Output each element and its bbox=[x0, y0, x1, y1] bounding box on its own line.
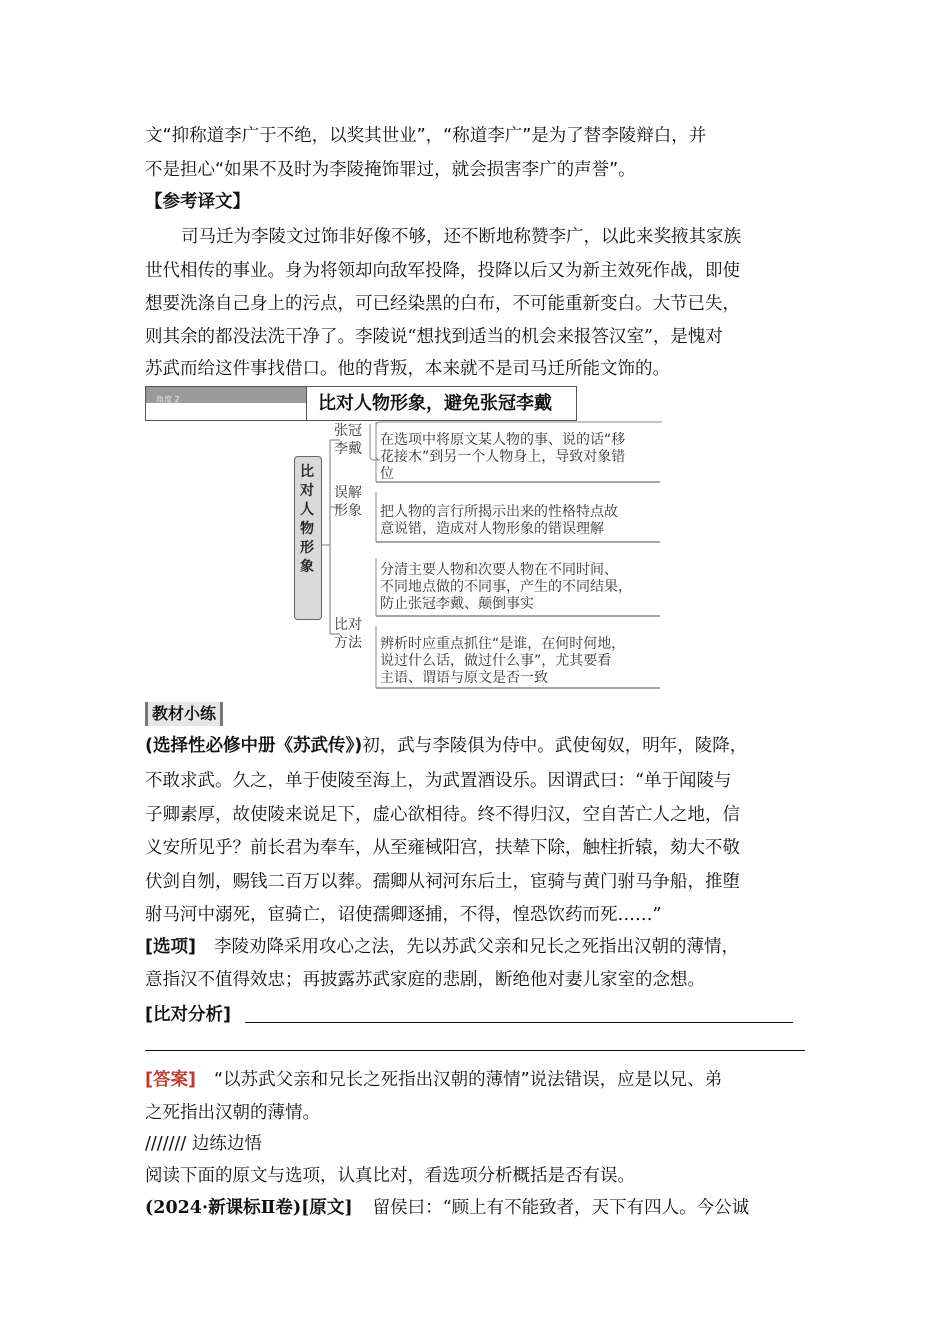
section-header bbox=[145, 386, 577, 421]
analysis-blank-line-2[interactable] bbox=[145, 1050, 805, 1051]
analysis-line bbox=[145, 1003, 793, 1027]
exercise-text: 初，武与李陵俱为侍中。武使匈奴，明年，陵降， bbox=[362, 736, 748, 756]
branch-text: 说过什么话，做过什么事”，尤其要看 bbox=[380, 653, 612, 669]
concept-diagram bbox=[290, 420, 662, 690]
section-tag: 角度 2 bbox=[146, 387, 306, 403]
branch-text: 主语、谓语与原文是否一致 bbox=[380, 670, 548, 686]
exercise-text: 义安所见乎？前长君为奉车，从至雍棫阳宫，扶辇下除，触柱折辕，劾大不敬 bbox=[145, 838, 740, 858]
translation-heading: 【参考译文】 bbox=[145, 192, 250, 212]
exercise-source: (选择性必修中册《苏武传》) bbox=[145, 736, 363, 756]
translation-line: 司马迁为李陵文过饰非好像不够，还不断地称赞李广，以此来奖掖其家族 bbox=[181, 227, 741, 247]
option-line bbox=[145, 935, 739, 959]
translation-line: 则其余的都没法洗干净了。李陵说“想找到适当的机会来报答汉室”，是愧对 bbox=[145, 327, 723, 347]
branch-text: 在选项中将原文某人物的事、说的话“移 bbox=[380, 432, 626, 448]
exercise-text: 伏剑自刎，赐钱二百万以葬。孺卿从祠河东后土，宦骑与黄门驸马争船，推堕 bbox=[145, 872, 740, 892]
option-label: [选项] bbox=[145, 937, 196, 957]
branch-text: 花接木”到另一个人物身上，导致对象错 bbox=[380, 449, 626, 465]
branch-label: 比对方法 bbox=[334, 617, 362, 651]
branch-text: 位 bbox=[380, 466, 394, 482]
answer-text: 之死指出汉朝的薄情。 bbox=[145, 1103, 320, 1123]
diagram-root: 比对人物形象 bbox=[294, 456, 322, 620]
branch-text: 不同地点做的不同事，产生的不同结果， bbox=[380, 579, 632, 595]
translation-line: 世代相传的事业。身为将领却向敌军投降，投降以后又为新主效死作战，即使 bbox=[145, 261, 740, 281]
branch-text: 把人物的言行所揭示出来的性格特点故 bbox=[380, 504, 618, 520]
analysis-label: [比对分析] bbox=[145, 1005, 231, 1025]
answer-text: “以苏武父亲和兄长之死指出汉朝的薄情”说法错误，应是以兄、弟 bbox=[214, 1070, 723, 1090]
body-text-line: 文“抑称道李广于不绝，以奖其世业”，“称道李广”是为了替李陵辩白，并 bbox=[145, 126, 707, 146]
answer-label: [答案] bbox=[145, 1070, 196, 1090]
exercise-first-line bbox=[145, 734, 747, 758]
branch-text: 辨析时应重点抓住“是谁，在何时何地， bbox=[380, 636, 626, 652]
analysis-blank[interactable] bbox=[245, 1008, 793, 1023]
branch-text: 分清主要人物和次要人物在不同时间、 bbox=[380, 562, 618, 578]
answer-line bbox=[145, 1068, 722, 1092]
body-text-line: 不是担心“如果不及时为李陵掩饰罪过，就会损害李广的声誉”。 bbox=[145, 160, 636, 180]
translation-line: 想要洗涤自己身上的污点，可已经染黑的白布，不可能重新变白。大节已失， bbox=[145, 294, 740, 314]
option-text: 意指汉不值得效忠；再披露苏武家庭的悲剧，断绝他对妻儿家室的念想。 bbox=[145, 970, 705, 990]
branch-label: 张冠李戴 bbox=[334, 423, 362, 457]
practice-line bbox=[145, 1196, 749, 1220]
branch-text: 防止张冠李戴、颠倒事实 bbox=[380, 596, 534, 612]
exercise-text: 子卿素厚，故使陵来说足下，虚心欲相待。终不得归汉，空自苦亡人之地，信 bbox=[145, 805, 740, 825]
branch-label: 误解形象 bbox=[334, 485, 362, 519]
translation-line: 苏武而给这件事找借口。他的背叛，本来就不是司马迁所能文饰的。 bbox=[145, 359, 670, 379]
practice-text: 留侯曰：“顾上有不能致者，天下有四人。今公诚 bbox=[372, 1198, 750, 1218]
exercise-text: 驸马河中溺死，宦骑亡，诏使孺卿逐捕，不得，惶恐饮药而死……” bbox=[145, 905, 662, 925]
option-text: 李陵劝降采用攻心之法，先以苏武父亲和兄长之死指出汉朝的薄情， bbox=[214, 937, 739, 957]
exercise-tag: 教材小练 bbox=[145, 702, 223, 726]
exercise-text: 不敢求武。久之，单于使陵至海上，为武置酒设乐。因谓武曰：“单于闻陵与 bbox=[145, 771, 732, 791]
practice-heading: /////// 边练边悟 bbox=[145, 1134, 262, 1154]
practice-intro: 阅读下面的原文与选项，认真比对，看选项分析概括是否有误。 bbox=[145, 1166, 635, 1186]
section-title: 比对人物形象，避免张冠李戴 bbox=[318, 393, 552, 414]
practice-source: (2024·新课标Ⅱ卷)[原文] bbox=[145, 1198, 353, 1218]
branch-text: 意说错，造成对人物形象的错误理解 bbox=[380, 521, 604, 537]
